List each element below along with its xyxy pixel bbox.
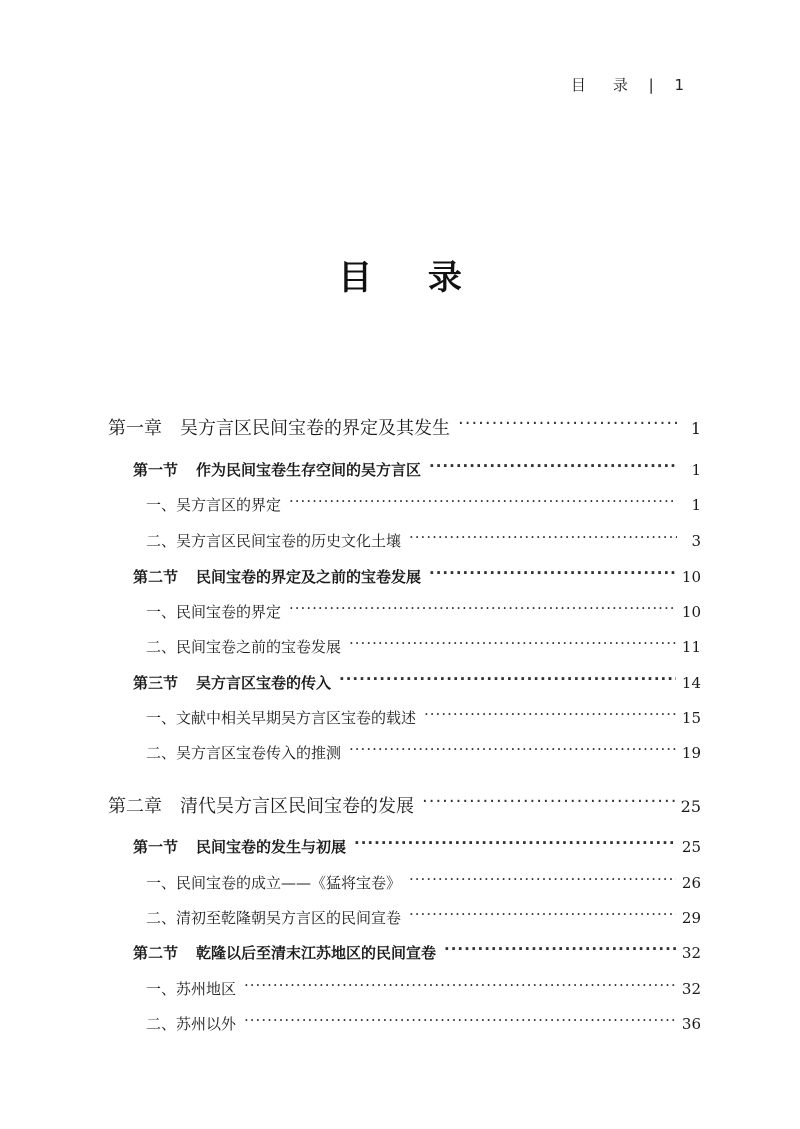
toc-chapter-number: 第二章 xyxy=(108,796,162,817)
toc-item-entry[interactable] xyxy=(146,1013,701,1034)
toc-section-entry[interactable] xyxy=(133,836,701,857)
toc-page-number: 1 xyxy=(691,461,701,479)
toc-page-number: 1 xyxy=(691,496,701,514)
toc-entry-label xyxy=(133,459,425,480)
toc-item-entry[interactable] xyxy=(146,742,701,763)
toc-page-number: 25 xyxy=(681,838,701,856)
toc-entry-title: 一、苏州地区 xyxy=(146,980,237,998)
page-title: 目 录 xyxy=(338,258,484,298)
running-header-page-number: 1 xyxy=(674,76,690,94)
toc-entry-label xyxy=(108,414,454,440)
toc-section-number: 第一节 xyxy=(133,838,179,856)
dot-leader xyxy=(422,794,675,812)
dot-leader xyxy=(289,495,677,510)
dot-leader xyxy=(339,673,676,688)
toc-page-number: 26 xyxy=(681,874,701,892)
toc-section-entry[interactable] xyxy=(133,459,701,480)
toc-page-number: 25 xyxy=(680,797,701,816)
dot-leader xyxy=(349,743,676,758)
toc-entry-title: 民间宝卷的界定及之前的宝卷发展 xyxy=(196,568,422,586)
dot-leader xyxy=(409,531,677,546)
toc-page-number: 36 xyxy=(681,1015,701,1033)
toc-entry-title: 二、吴方言区民间宝卷的历史文化土壤 xyxy=(146,532,402,550)
running-header-separator: | xyxy=(648,76,660,94)
dot-leader xyxy=(409,873,676,888)
toc-entry-title: 二、清初至乾隆朝吴方言区的民间宣卷 xyxy=(146,909,402,927)
toc-page-number: 32 xyxy=(681,980,701,998)
toc-page-number: 11 xyxy=(681,638,701,656)
dot-leader xyxy=(244,1014,676,1029)
toc-page-number: 1 xyxy=(690,419,701,438)
toc-item-entry[interactable] xyxy=(146,636,701,657)
toc-entry-title: 乾隆以后至清末江苏地区的民间宣卷 xyxy=(196,944,437,962)
toc-section-entry[interactable] xyxy=(133,672,701,693)
toc-entry-label xyxy=(108,792,418,818)
dot-leader xyxy=(349,637,676,652)
toc-page-number: 3 xyxy=(691,532,701,550)
dot-leader xyxy=(289,602,676,617)
dot-leader xyxy=(409,908,676,923)
dot-leader xyxy=(458,416,677,434)
toc-entry-title: 一、民间宝卷的界定 xyxy=(146,603,282,621)
toc-page-number: 10 xyxy=(681,603,701,621)
toc-item-entry[interactable] xyxy=(146,978,701,999)
toc-entry-title: 二、苏州以外 xyxy=(146,1015,237,1033)
toc-page-number: 14 xyxy=(681,674,701,692)
toc-entry-title: 一、民间宝卷的成立——《猛将宝卷》 xyxy=(146,874,402,892)
running-header-section: 目 录 xyxy=(570,76,634,94)
toc-entry-title: 吴方言区民间宝卷的界定及其发生 xyxy=(180,418,450,439)
toc-page-number: 32 xyxy=(681,944,701,962)
toc-section-entry[interactable] xyxy=(133,566,701,587)
toc-item-entry[interactable] xyxy=(146,707,701,728)
toc-chapter-entry[interactable] xyxy=(108,792,701,818)
toc-entry-label xyxy=(133,566,425,587)
toc-section-entry[interactable] xyxy=(133,942,701,963)
toc-page-number: 29 xyxy=(681,909,701,927)
dot-leader xyxy=(354,837,676,852)
toc-section-number: 第二节 xyxy=(133,568,179,586)
toc-section-number: 第二节 xyxy=(133,944,179,962)
dot-leader xyxy=(244,979,676,994)
toc-item-entry[interactable] xyxy=(146,530,701,551)
toc-entry-title: 民间宝卷的发生与初展 xyxy=(196,838,347,856)
toc-entry-title: 一、吴方言区的界定 xyxy=(146,496,282,514)
toc-section-number: 第一节 xyxy=(133,461,179,479)
toc-page-number: 19 xyxy=(681,744,701,762)
toc-item-entry[interactable] xyxy=(146,872,701,893)
dot-leader xyxy=(444,943,676,958)
toc-entry-title: 二、民间宝卷之前的宝卷发展 xyxy=(146,638,342,656)
toc-item-entry[interactable] xyxy=(146,601,701,622)
toc-chapter-entry[interactable] xyxy=(108,414,701,440)
toc-entry-label xyxy=(133,942,440,963)
dot-leader xyxy=(429,567,676,582)
toc-chapter-number: 第一章 xyxy=(108,418,162,439)
dot-leader xyxy=(424,708,676,723)
toc-entry-title: 二、吴方言区宝卷传入的推测 xyxy=(146,744,342,762)
toc-section-number: 第三节 xyxy=(133,674,179,692)
toc-entry-title: 吴方言区宝卷的传入 xyxy=(196,674,332,692)
toc-entry-label xyxy=(133,672,335,693)
toc-item-entry[interactable] xyxy=(146,494,701,515)
toc-entry-title: 一、文献中相关早期吴方言区宝卷的载述 xyxy=(146,709,417,727)
toc-item-entry[interactable] xyxy=(146,907,701,928)
toc-page-number: 10 xyxy=(681,568,701,586)
dot-leader xyxy=(429,460,677,475)
toc-page-number: 15 xyxy=(681,709,701,727)
toc-entry-label xyxy=(133,836,350,857)
toc-entry-title: 清代吴方言区民间宝卷的发展 xyxy=(180,796,414,817)
toc-entry-title: 作为民间宝卷生存空间的吴方言区 xyxy=(196,461,422,479)
